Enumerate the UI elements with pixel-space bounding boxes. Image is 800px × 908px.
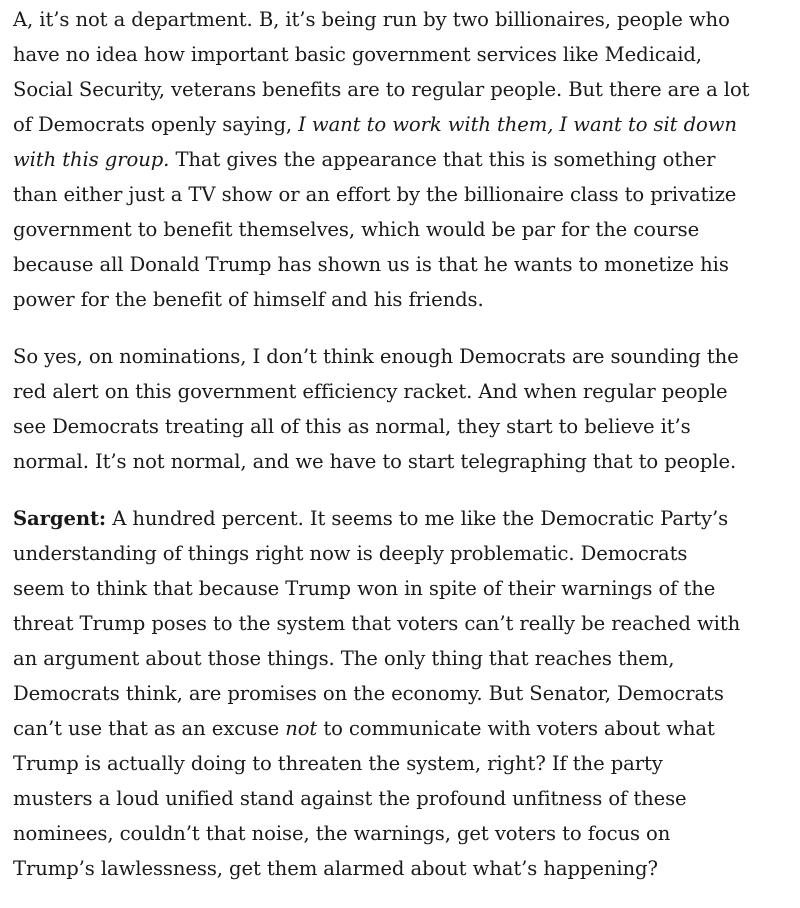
text-line <box>13 282 788 317</box>
paragraph-1 <box>13 2 788 317</box>
text-run: Trump is actually doing to threaten the system, right? If the party <box>13 752 663 775</box>
text-run: have no idea how important basic government services like Medicaid, <box>13 43 702 66</box>
text-run: because all Donald Trump has shown us is that he wants to monetize his <box>13 253 729 276</box>
text-line <box>13 571 788 606</box>
text-line <box>13 781 788 816</box>
text-run: of Democrats openly saying, <box>13 113 299 136</box>
text-line <box>13 247 788 282</box>
italic-text: with this group. <box>13 148 170 171</box>
text-run: Social Security, veterans benefits are to regular people. But there are a lot <box>13 78 750 101</box>
text-line <box>13 816 788 851</box>
text-run: can’t use that as an excuse <box>13 717 286 740</box>
text-run: red alert on this government efficiency racket. And when regular people <box>13 380 728 403</box>
text-run: So yes, on nominations, I don’t think enough Democrats are sounding the <box>13 345 739 368</box>
text-run: than either just a TV show or an effort by the billionaire class to privatize <box>13 183 737 206</box>
text-run: Trump’s lawlessness, get them alarmed about what’s happening? <box>13 857 658 880</box>
paragraph-2 <box>13 339 788 479</box>
article-body <box>13 2 788 908</box>
text-run: an argument about those things. The only thing that reaches them, <box>13 647 675 670</box>
text-line <box>13 72 788 107</box>
text-line <box>13 536 788 571</box>
text-run: nominees, couldn’t that noise, the warnings, get voters to focus on <box>13 822 671 845</box>
text-line <box>13 676 788 711</box>
text-run: government to benefit themselves, which would be par for the course <box>13 218 700 241</box>
text-line <box>13 142 788 177</box>
text-line <box>13 641 788 676</box>
text-run: That gives the appearance that this is something other <box>169 148 716 171</box>
text-line <box>13 409 788 444</box>
text-line <box>13 107 788 142</box>
text-line <box>13 606 788 641</box>
text-line <box>13 374 788 409</box>
text-line <box>13 37 788 72</box>
text-run: seem to think that because Trump won in spite of their warnings of the <box>13 577 716 600</box>
text-line <box>13 177 788 212</box>
text-run: threat Trump poses to the system that voters can’t really be reached with <box>13 612 741 635</box>
text-line <box>13 711 788 746</box>
text-line <box>13 212 788 247</box>
paragraph-3 <box>13 501 788 886</box>
text-run: understanding of things right now is deeply problematic. Democrats <box>13 542 688 565</box>
text-run: musters a loud unified stand against the profound unfitness of these <box>13 787 687 810</box>
text-run: A, it’s not a department. B, it’s being run by two billionaires, people who <box>13 8 730 31</box>
text-line <box>13 501 788 536</box>
speaker-label: Sargent: <box>13 507 107 530</box>
text-run: power for the benefit of himself and his friends. <box>13 288 484 311</box>
italic-text: I want to work with them, I want to sit down <box>298 113 737 136</box>
text-line <box>13 339 788 374</box>
text-run: A hundred percent. It seems to me like the Democratic Party’s <box>106 507 729 530</box>
text-run: normal. It’s not normal, and we have to start telegraphing that to people. <box>13 450 737 473</box>
text-run: see Democrats treating all of this as normal, they start to believe it’s <box>13 415 691 438</box>
text-line <box>13 746 788 781</box>
italic-text: not <box>285 717 318 740</box>
text-line <box>13 2 788 37</box>
text-run: Democrats think, are promises on the economy. But Senator, Democrats <box>13 682 724 705</box>
text-run: to communicate with voters about what <box>317 717 715 740</box>
text-line <box>13 851 788 886</box>
text-line <box>13 444 788 479</box>
